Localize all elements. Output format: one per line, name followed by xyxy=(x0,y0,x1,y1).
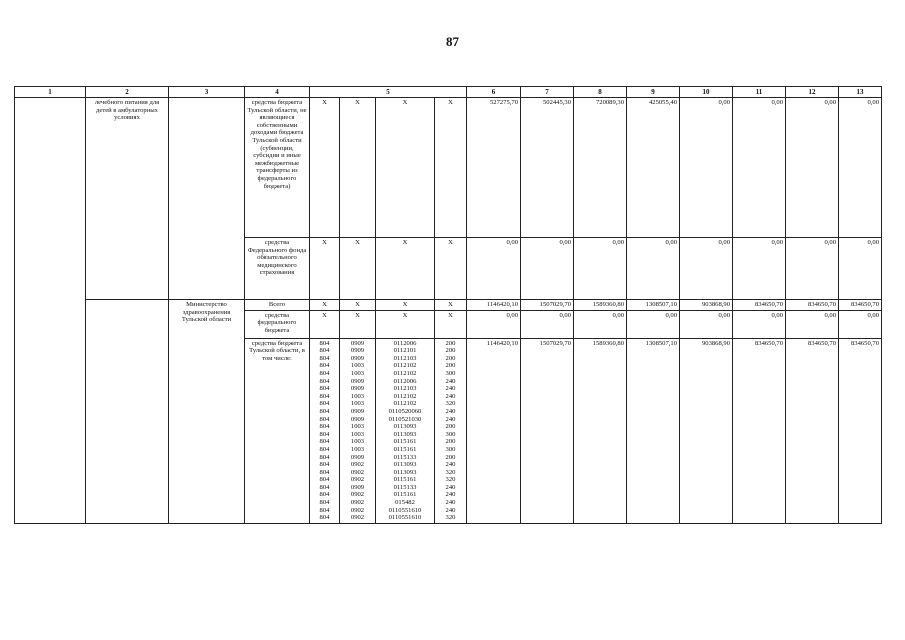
header-col-2: 2 xyxy=(86,87,169,98)
funding-source-cell: средства бюджета Тульской области, в том числе: xyxy=(245,338,310,523)
budget-code-value: 0110520060 xyxy=(388,407,422,415)
budget-code-value: 0112006 xyxy=(393,377,417,385)
budget-code-value: 320 xyxy=(445,514,456,522)
budget-code-value: 0909 xyxy=(350,377,365,385)
value-cell: 1507029,70 xyxy=(521,338,574,523)
budget-code-value: 240 xyxy=(445,499,456,507)
code-cell: X xyxy=(340,238,376,300)
value-cell: 834650,70 xyxy=(733,300,786,311)
budget-code-value: 0112101 xyxy=(393,347,417,355)
budget-code-value: 804 xyxy=(319,377,330,385)
budget-code-value: 240 xyxy=(445,491,456,499)
header-col-1: 1 xyxy=(15,87,86,98)
budget-code-value: 804 xyxy=(319,339,330,347)
value-cell: 0,00 xyxy=(521,310,574,338)
header-col-5: 5 xyxy=(310,87,467,98)
budget-code-value: 0902 xyxy=(350,499,365,507)
col2-cell: лечебного питания для детей в амбулаторных условиях xyxy=(86,98,169,300)
budget-code-value: 320 xyxy=(445,468,456,476)
funding-source-cell: средства федерального бюджета xyxy=(245,310,310,338)
budget-code-value: 0902 xyxy=(350,506,365,514)
budget-code-value: 320 xyxy=(445,476,456,484)
code-cell: X xyxy=(435,98,467,238)
budget-code-value: 0902 xyxy=(350,468,365,476)
budget-table-container xyxy=(14,86,880,524)
code-cell: X xyxy=(435,310,467,338)
header-col-3: 3 xyxy=(169,87,245,98)
value-cell: 0,00 xyxy=(574,238,627,300)
budget-code-value: 0115161 xyxy=(393,438,417,446)
code-cell: X xyxy=(310,310,340,338)
budget-code-value: 240 xyxy=(445,377,456,385)
value-cell: 1308507,10 xyxy=(627,300,680,311)
value-cell: 0,00 xyxy=(521,238,574,300)
table-row xyxy=(15,98,882,238)
budget-code-value: 804 xyxy=(319,407,330,415)
value-cell: 1146420,10 xyxy=(467,300,521,311)
value-cell: 0,00 xyxy=(786,310,839,338)
budget-code-value: 804 xyxy=(319,430,330,438)
budget-code-value: 804 xyxy=(319,423,330,431)
value-cell: 0,00 xyxy=(680,310,733,338)
budget-code-value: 200 xyxy=(445,354,456,362)
header-col-12: 12 xyxy=(786,87,839,98)
budget-code-value: 804 xyxy=(319,415,330,423)
budget-code-value: 1003 xyxy=(350,392,365,400)
budget-code-value: 0112006 xyxy=(393,339,417,347)
code-cell: X xyxy=(376,98,435,238)
value-cell: 0,00 xyxy=(680,98,733,238)
budget-code-value: 0902 xyxy=(350,461,365,469)
budget-code-value: 1003 xyxy=(350,369,365,377)
code-cell: X xyxy=(376,310,435,338)
col2-cell-empty xyxy=(86,300,169,524)
value-cell: 0,00 xyxy=(627,238,680,300)
budget-code-value: 804 xyxy=(319,445,330,453)
budget-code-value: 804 xyxy=(319,476,330,484)
budget-code-value: 0112102 xyxy=(393,392,417,400)
code-cell: X xyxy=(310,98,340,238)
budget-code-value: 804 xyxy=(319,461,330,469)
value-cell: 0,00 xyxy=(680,238,733,300)
code-cell: X xyxy=(435,300,467,311)
code-cell: X xyxy=(376,300,435,311)
value-cell: 1589360,80 xyxy=(574,300,627,311)
budget-code-value: 320 xyxy=(445,400,456,408)
header-col-10: 10 xyxy=(680,87,733,98)
budget-code-value: 240 xyxy=(445,385,456,393)
header-col-13: 13 xyxy=(839,87,882,98)
budget-code-value: 1003 xyxy=(350,445,365,453)
budget-code-value: 0902 xyxy=(350,514,365,522)
code-cell: X xyxy=(340,300,376,311)
value-cell: 0,00 xyxy=(467,310,521,338)
budget-code-value: 0113093 xyxy=(393,461,417,469)
budget-code-value: 804 xyxy=(319,369,330,377)
budget-code-value: 1003 xyxy=(350,362,365,370)
budget-code-value: 200 xyxy=(445,339,456,347)
budget-code-value: 0113093 xyxy=(393,430,417,438)
budget-code-value: 1003 xyxy=(350,400,365,408)
code-cell: X xyxy=(435,238,467,300)
budget-code-value: 200 xyxy=(445,347,456,355)
budget-code-value: 0902 xyxy=(350,476,365,484)
budget-code-value: 240 xyxy=(445,506,456,514)
value-cell: 0,00 xyxy=(786,98,839,238)
budget-code-value: 200 xyxy=(445,423,456,431)
budget-code-value: 804 xyxy=(319,400,330,408)
budget-code-value: 0112102 xyxy=(393,400,417,408)
value-cell: 903868,90 xyxy=(680,338,733,523)
budget-code-value: 1003 xyxy=(350,438,365,446)
budget-code-value: 240 xyxy=(445,415,456,423)
value-cell: 834650,70 xyxy=(733,338,786,523)
value-cell: 834650,70 xyxy=(786,338,839,523)
budget-code-value: 804 xyxy=(319,362,330,370)
budget-code-value: 015482 xyxy=(395,499,415,507)
budget-code-value: 0909 xyxy=(350,339,365,347)
ministry-cell: Министерство здравоохранения Тульской области xyxy=(169,300,245,524)
budget-code-value: 804 xyxy=(319,385,330,393)
value-cell: 720089,30 xyxy=(574,98,627,238)
budget-code-value: 804 xyxy=(319,468,330,476)
budget-code-value: 0909 xyxy=(350,483,365,491)
header-col-7: 7 xyxy=(521,87,574,98)
code-cell: X xyxy=(310,238,340,300)
value-cell: 834650,70 xyxy=(839,300,882,311)
value-cell: 0,00 xyxy=(733,98,786,238)
budget-code-value: 0113093 xyxy=(393,468,417,476)
value-cell: 425055,40 xyxy=(627,98,680,238)
budget-code-value: 804 xyxy=(319,506,330,514)
budget-code-value: 300 xyxy=(445,445,456,453)
budget-code-value: 300 xyxy=(445,430,456,438)
budget-code-value: 0909 xyxy=(350,347,365,355)
budget-code-value: 200 xyxy=(445,438,456,446)
value-cell: 1308507,10 xyxy=(627,338,680,523)
code-cell: X xyxy=(376,238,435,300)
value-cell: 0,00 xyxy=(733,310,786,338)
budget-code-value: 0115133 xyxy=(393,453,417,461)
code-cell: X xyxy=(310,300,340,311)
budget-code-value: 0909 xyxy=(350,407,365,415)
col1-cell xyxy=(15,98,86,524)
value-cell: 0,00 xyxy=(786,238,839,300)
budget-code-value: 0909 xyxy=(350,415,365,423)
budget-code-value: 200 xyxy=(445,362,456,370)
budget-code-value: 0110551610 xyxy=(388,506,422,514)
budget-code-value: 240 xyxy=(445,483,456,491)
header-col-8: 8 xyxy=(574,87,627,98)
budget-code-value: 804 xyxy=(319,514,330,522)
budget-code-value: 240 xyxy=(445,407,456,415)
budget-code-value: 0112102 xyxy=(393,362,417,370)
header-row xyxy=(15,87,882,98)
budget-code-value: 0112103 xyxy=(393,354,417,362)
header-col-4: 4 xyxy=(245,87,310,98)
budget-code-value: 804 xyxy=(319,491,330,499)
budget-code-value: 0902 xyxy=(350,491,365,499)
budget-code-value: 804 xyxy=(319,438,330,446)
budget-code-value: 0115161 xyxy=(393,445,417,453)
budget-code-value: 200 xyxy=(445,453,456,461)
code-cell: X xyxy=(340,98,376,238)
budget-code-value: 240 xyxy=(445,392,456,400)
value-cell: 0,00 xyxy=(627,310,680,338)
value-cell: 903868,90 xyxy=(680,300,733,311)
value-cell: 502445,30 xyxy=(521,98,574,238)
budget-code-value: 804 xyxy=(319,354,330,362)
value-cell: 1507029,70 xyxy=(521,300,574,311)
value-cell: 1146420,10 xyxy=(467,338,521,523)
value-cell: 0,00 xyxy=(839,98,882,238)
budget-code-value: 300 xyxy=(445,369,456,377)
budget-code-value: 0909 xyxy=(350,385,365,393)
budget-code-value: 0113093 xyxy=(393,423,417,431)
budget-code-value: 0909 xyxy=(350,354,365,362)
budget-code-value: 240 xyxy=(445,461,456,469)
budget-table xyxy=(14,86,882,524)
funding-source-cell: средства бюджета Тульской области, не являющиеся собственными доходами бюджета Тульской области (субвенции, субсидии и иные межбюджетные трансферты из федерального бюджета) xyxy=(245,98,310,238)
budget-code-value: 804 xyxy=(319,483,330,491)
value-cell: 0,00 xyxy=(574,310,627,338)
value-cell: 834650,70 xyxy=(839,338,882,523)
code-cell: X xyxy=(340,310,376,338)
code-col-c xyxy=(376,338,435,523)
budget-code-value: 0112103 xyxy=(393,385,417,393)
value-cell: 0,00 xyxy=(839,310,882,338)
funding-source-cell: Всего xyxy=(245,300,310,311)
value-cell: 1589360,80 xyxy=(574,338,627,523)
budget-code-value: 1003 xyxy=(350,430,365,438)
budget-code-value: 0115161 xyxy=(393,491,417,499)
budget-code-value: 0110521030 xyxy=(388,415,422,423)
value-cell: 834650,70 xyxy=(786,300,839,311)
value-cell: 527275,70 xyxy=(467,98,521,238)
budget-code-value: 804 xyxy=(319,347,330,355)
budget-code-value: 804 xyxy=(319,392,330,400)
value-cell: 0,00 xyxy=(733,238,786,300)
budget-code-value: 804 xyxy=(319,499,330,507)
funding-source-cell: средства Федерального фонда обязательного медицинского страхования xyxy=(245,238,310,300)
page-number: 87 xyxy=(446,34,459,49)
budget-code-value: 0115133 xyxy=(393,483,417,491)
header-col-9: 9 xyxy=(627,87,680,98)
value-cell: 0,00 xyxy=(839,238,882,300)
budget-code-value: 0112102 xyxy=(393,369,417,377)
col3-cell-empty xyxy=(169,98,245,300)
value-cell: 0,00 xyxy=(467,238,521,300)
budget-code-value: 1003 xyxy=(350,423,365,431)
code-col-b xyxy=(340,338,376,523)
budget-code-value: 0110551610 xyxy=(388,514,422,522)
budget-code-value: 0909 xyxy=(350,453,365,461)
table-row xyxy=(15,300,882,311)
header-col-6: 6 xyxy=(467,87,521,98)
code-col-d xyxy=(435,338,467,523)
budget-code-value: 804 xyxy=(319,453,330,461)
code-col-a xyxy=(310,338,340,523)
budget-code-value: 0115161 xyxy=(393,476,417,484)
header-col-11: 11 xyxy=(733,87,786,98)
